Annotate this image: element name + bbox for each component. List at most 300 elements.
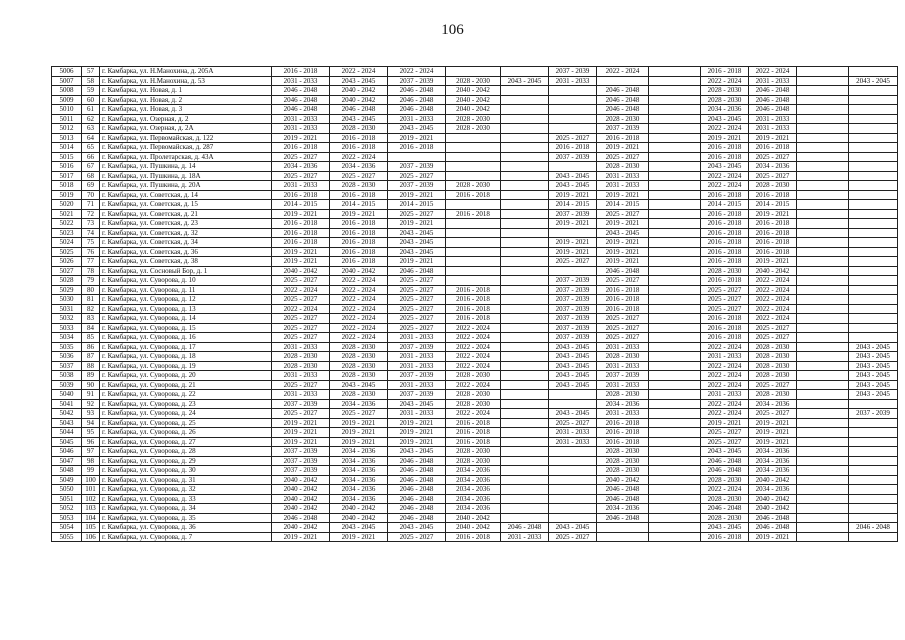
row-id-cell: 5032 — [52, 314, 82, 324]
period-cell: 2019 - 2021 — [330, 209, 388, 219]
period-cell: 2025 - 2027 — [749, 333, 797, 343]
period-cell — [849, 504, 898, 514]
period-cell — [797, 162, 849, 172]
period-cell — [649, 437, 701, 447]
period-cell: 2037 - 2039 — [272, 466, 330, 476]
period-cell: 2046 - 2048 — [597, 513, 649, 523]
period-cell: 2046 - 2048 — [388, 485, 446, 495]
period-cell — [649, 95, 701, 105]
period-cell — [549, 114, 597, 124]
period-cell — [501, 162, 549, 172]
period-cell: 2025 - 2027 — [388, 285, 446, 295]
period-cell: 2019 - 2021 — [549, 219, 597, 229]
period-cell: 2040 - 2042 — [749, 494, 797, 504]
row-id-cell: 5047 — [52, 456, 82, 466]
period-cell: 2025 - 2027 — [388, 323, 446, 333]
period-cell: 2025 - 2027 — [388, 209, 446, 219]
period-cell: 2031 - 2033 — [272, 124, 330, 134]
period-cell: 2034 - 2036 — [446, 475, 501, 485]
period-cell: 2046 - 2048 — [597, 86, 649, 96]
period-cell: 2043 - 2045 — [388, 124, 446, 134]
period-cell: 2046 - 2048 — [749, 105, 797, 115]
row-id-cell: 5038 — [52, 371, 82, 381]
period-cell — [649, 361, 701, 371]
period-cell: 2040 - 2042 — [272, 504, 330, 514]
period-cell: 2037 - 2039 — [549, 67, 597, 77]
period-cell — [501, 152, 549, 162]
period-cell — [849, 200, 898, 210]
period-cell: 2034 - 2036 — [446, 485, 501, 495]
period-cell — [501, 133, 549, 143]
row-id-cell: 5053 — [52, 513, 82, 523]
row-id-cell: 5044 — [52, 428, 82, 438]
period-cell — [797, 409, 849, 419]
row-number-cell: 75 — [82, 238, 100, 248]
period-cell — [849, 456, 898, 466]
row-id-cell: 5014 — [52, 143, 82, 153]
period-cell: 2016 - 2018 — [330, 238, 388, 248]
period-cell — [649, 352, 701, 362]
period-cell — [501, 399, 549, 409]
table-row — [52, 86, 898, 96]
period-cell — [649, 409, 701, 419]
period-cell — [849, 466, 898, 476]
period-cell — [797, 352, 849, 362]
period-cell — [849, 67, 898, 77]
period-cell: 2031 - 2033 — [272, 114, 330, 124]
period-cell — [501, 247, 549, 257]
address-cell: г. Камбарка, ул. Новая, д. 1 — [100, 86, 272, 96]
period-cell: 2040 - 2042 — [446, 513, 501, 523]
period-cell — [849, 257, 898, 267]
period-cell: 2025 - 2027 — [272, 152, 330, 162]
period-cell: 2046 - 2048 — [388, 266, 446, 276]
period-cell — [649, 485, 701, 495]
address-cell: г. Камбарка, ул. Первомайская, д. 122 — [100, 133, 272, 143]
period-cell — [849, 418, 898, 428]
row-id-cell: 5033 — [52, 323, 82, 333]
period-cell: 2043 - 2045 — [701, 523, 749, 533]
address-cell: г. Камбарка, ул. Озерная, д. 2 — [100, 114, 272, 124]
row-number-cell: 89 — [82, 371, 100, 381]
period-cell: 2037 - 2039 — [388, 76, 446, 86]
period-cell: 2025 - 2027 — [272, 171, 330, 181]
period-cell: 2028 - 2030 — [330, 371, 388, 381]
period-cell: 2014 - 2015 — [749, 200, 797, 210]
period-cell — [501, 190, 549, 200]
period-cell — [849, 162, 898, 172]
period-cell: 2025 - 2027 — [388, 532, 446, 542]
row-id-cell: 5045 — [52, 437, 82, 447]
address-cell: г. Камбарка, ул. Суворова, д. 24 — [100, 409, 272, 419]
table-row — [52, 409, 898, 419]
period-cell: 2031 - 2033 — [597, 361, 649, 371]
period-cell: 2019 - 2021 — [388, 219, 446, 229]
period-cell: 2034 - 2036 — [597, 504, 649, 514]
table-row — [52, 447, 898, 457]
period-cell: 2016 - 2018 — [749, 143, 797, 153]
table-row — [52, 247, 898, 257]
period-cell — [797, 238, 849, 248]
period-cell — [549, 504, 597, 514]
period-cell: 2016 - 2018 — [330, 133, 388, 143]
row-id-cell: 5048 — [52, 466, 82, 476]
period-cell: 2043 - 2045 — [330, 523, 388, 533]
period-cell — [797, 219, 849, 229]
period-cell: 2025 - 2027 — [388, 314, 446, 324]
row-number-cell: 66 — [82, 152, 100, 162]
period-cell — [797, 86, 849, 96]
period-cell: 2034 - 2036 — [749, 466, 797, 476]
period-cell — [649, 323, 701, 333]
period-cell: 2022 - 2024 — [446, 323, 501, 333]
period-cell: 2043 - 2045 — [388, 399, 446, 409]
period-cell — [797, 171, 849, 181]
period-cell: 2046 - 2048 — [749, 86, 797, 96]
period-cell: 2043 - 2045 — [701, 114, 749, 124]
row-id-cell: 5043 — [52, 418, 82, 428]
period-cell — [549, 228, 597, 238]
period-cell: 2043 - 2045 — [849, 380, 898, 390]
period-cell: 2037 - 2039 — [549, 333, 597, 343]
row-number-cell: 102 — [82, 494, 100, 504]
table-row — [52, 285, 898, 295]
period-cell: 2022 - 2024 — [330, 295, 388, 305]
row-id-cell: 5028 — [52, 276, 82, 286]
period-cell: 2022 - 2024 — [446, 333, 501, 343]
row-number-cell: 97 — [82, 447, 100, 457]
period-cell — [849, 143, 898, 153]
row-id-cell: 5024 — [52, 238, 82, 248]
period-cell: 2043 - 2045 — [549, 371, 597, 381]
table-row — [52, 314, 898, 324]
period-cell — [797, 285, 849, 295]
period-cell: 2016 - 2018 — [549, 143, 597, 153]
period-cell: 2043 - 2045 — [849, 352, 898, 362]
period-cell: 2016 - 2018 — [597, 418, 649, 428]
period-cell: 2025 - 2027 — [388, 295, 446, 305]
period-cell: 2014 - 2015 — [330, 200, 388, 210]
period-cell: 2040 - 2042 — [446, 105, 501, 115]
table-row — [52, 466, 898, 476]
period-cell — [501, 390, 549, 400]
row-number-cell: 68 — [82, 171, 100, 181]
table-row — [52, 143, 898, 153]
period-cell — [597, 76, 649, 86]
period-cell — [849, 485, 898, 495]
period-cell: 2040 - 2042 — [330, 86, 388, 96]
row-number-cell: 104 — [82, 513, 100, 523]
address-cell: г. Камбарка, ул. Советская, д. 34 — [100, 238, 272, 248]
address-cell: г. Камбарка, ул. Суворова, д. 12 — [100, 295, 272, 305]
period-cell: 2016 - 2018 — [446, 209, 501, 219]
period-cell — [649, 399, 701, 409]
period-cell — [797, 532, 849, 542]
row-number-cell: 58 — [82, 76, 100, 86]
period-cell — [797, 494, 849, 504]
row-number-cell: 95 — [82, 428, 100, 438]
period-cell: 2022 - 2024 — [749, 285, 797, 295]
row-number-cell: 65 — [82, 143, 100, 153]
table-row — [52, 209, 898, 219]
period-cell: 2028 - 2030 — [701, 494, 749, 504]
period-cell — [797, 124, 849, 134]
period-cell: 2046 - 2048 — [701, 504, 749, 514]
period-cell: 2031 - 2033 — [597, 342, 649, 352]
row-id-cell: 5041 — [52, 399, 82, 409]
period-cell: 2014 - 2015 — [272, 200, 330, 210]
period-cell: 2040 - 2042 — [272, 494, 330, 504]
period-cell: 2016 - 2018 — [701, 323, 749, 333]
period-cell — [501, 485, 549, 495]
period-cell — [849, 266, 898, 276]
period-cell: 2022 - 2024 — [597, 67, 649, 77]
address-cell: г. Камбарка, ул. Суворова, д. 26 — [100, 428, 272, 438]
period-cell: 2031 - 2033 — [597, 181, 649, 191]
period-cell: 2037 - 2039 — [388, 162, 446, 172]
period-cell: 2025 - 2027 — [272, 323, 330, 333]
period-cell — [849, 95, 898, 105]
table-row — [52, 67, 898, 77]
period-cell — [501, 456, 549, 466]
row-id-cell: 5022 — [52, 219, 82, 229]
period-cell: 2019 - 2021 — [749, 428, 797, 438]
period-cell: 2019 - 2021 — [749, 209, 797, 219]
period-cell: 2019 - 2021 — [749, 437, 797, 447]
row-id-cell: 5007 — [52, 76, 82, 86]
period-cell: 2031 - 2033 — [272, 76, 330, 86]
row-number-cell: 106 — [82, 532, 100, 542]
period-cell — [649, 333, 701, 343]
address-cell: г. Камбарка, ул. Суворова, д. 34 — [100, 504, 272, 514]
period-cell: 2025 - 2027 — [272, 380, 330, 390]
period-cell: 2016 - 2018 — [597, 133, 649, 143]
period-cell: 2028 - 2030 — [446, 124, 501, 134]
period-cell — [797, 466, 849, 476]
row-id-cell: 5021 — [52, 209, 82, 219]
period-cell — [797, 200, 849, 210]
period-cell: 2043 - 2045 — [330, 380, 388, 390]
period-cell: 2043 - 2045 — [849, 342, 898, 352]
row-number-cell: 88 — [82, 361, 100, 371]
period-cell: 2016 - 2018 — [701, 143, 749, 153]
row-number-cell: 98 — [82, 456, 100, 466]
period-cell: 2025 - 2027 — [701, 295, 749, 305]
period-cell — [501, 67, 549, 77]
period-cell — [446, 133, 501, 143]
period-cell: 2046 - 2048 — [701, 466, 749, 476]
table-row — [52, 485, 898, 495]
period-cell — [446, 162, 501, 172]
period-cell: 2019 - 2021 — [272, 418, 330, 428]
period-cell: 2028 - 2030 — [749, 361, 797, 371]
period-cell: 2037 - 2039 — [388, 342, 446, 352]
period-cell: 2040 - 2042 — [446, 86, 501, 96]
period-cell: 2019 - 2021 — [388, 418, 446, 428]
row-number-cell: 100 — [82, 475, 100, 485]
period-cell: 2046 - 2048 — [272, 513, 330, 523]
period-cell — [649, 238, 701, 248]
period-cell: 2016 - 2018 — [446, 418, 501, 428]
period-cell: 2028 - 2030 — [446, 76, 501, 86]
address-cell: г. Камбарка, ул. Суворова, д. 20 — [100, 371, 272, 381]
period-cell — [649, 219, 701, 229]
row-number-cell: 105 — [82, 523, 100, 533]
period-cell: 2043 - 2045 — [549, 181, 597, 191]
table-row — [52, 371, 898, 381]
period-cell: 2034 - 2036 — [701, 105, 749, 115]
period-cell: 2028 - 2030 — [272, 352, 330, 362]
period-cell — [549, 124, 597, 134]
address-cell: г. Камбарка, ул. Суворова, д. 18 — [100, 352, 272, 362]
period-cell: 2022 - 2024 — [446, 361, 501, 371]
table-row — [52, 323, 898, 333]
period-cell — [797, 399, 849, 409]
table-row — [52, 219, 898, 229]
period-cell: 2025 - 2027 — [330, 171, 388, 181]
period-cell: 2019 - 2021 — [272, 428, 330, 438]
row-number-cell: 94 — [82, 418, 100, 428]
period-cell: 2031 - 2033 — [388, 380, 446, 390]
period-cell: 2019 - 2021 — [597, 190, 649, 200]
period-cell — [797, 76, 849, 86]
period-cell: 2022 - 2024 — [446, 352, 501, 362]
period-cell — [849, 228, 898, 238]
period-cell: 2031 - 2033 — [701, 352, 749, 362]
period-cell: 2016 - 2018 — [272, 228, 330, 238]
period-cell: 2016 - 2018 — [701, 152, 749, 162]
period-cell — [797, 475, 849, 485]
period-cell — [797, 361, 849, 371]
table-row — [52, 133, 898, 143]
period-cell: 2016 - 2018 — [446, 190, 501, 200]
period-cell: 2046 - 2048 — [388, 475, 446, 485]
period-cell: 2046 - 2048 — [749, 95, 797, 105]
period-cell: 2016 - 2018 — [330, 247, 388, 257]
period-cell: 2019 - 2021 — [597, 257, 649, 267]
row-number-cell: 67 — [82, 162, 100, 172]
period-cell — [549, 162, 597, 172]
period-cell — [549, 86, 597, 96]
period-cell — [797, 105, 849, 115]
row-id-cell: 5011 — [52, 114, 82, 124]
period-cell: 2040 - 2042 — [330, 513, 388, 523]
table-row — [52, 428, 898, 438]
address-cell: г. Камбарка, ул. Суворова, д. 35 — [100, 513, 272, 523]
period-cell: 2019 - 2021 — [549, 238, 597, 248]
period-cell: 2046 - 2048 — [597, 266, 649, 276]
period-cell: 2019 - 2021 — [701, 418, 749, 428]
period-cell — [849, 437, 898, 447]
period-cell: 2046 - 2048 — [701, 456, 749, 466]
row-id-cell: 5039 — [52, 380, 82, 390]
row-number-cell: 87 — [82, 352, 100, 362]
period-cell: 2016 - 2018 — [701, 314, 749, 324]
table-row — [52, 532, 898, 542]
period-cell: 2025 - 2027 — [388, 171, 446, 181]
row-id-cell: 5051 — [52, 494, 82, 504]
period-cell: 2019 - 2021 — [597, 247, 649, 257]
period-cell — [501, 105, 549, 115]
table-row — [52, 266, 898, 276]
row-id-cell: 5008 — [52, 86, 82, 96]
period-cell: 2022 - 2024 — [749, 276, 797, 286]
row-number-cell: 101 — [82, 485, 100, 495]
address-cell: г. Камбарка, ул. Сосновый Бор, д. 1 — [100, 266, 272, 276]
table-row — [52, 333, 898, 343]
period-cell: 2019 - 2021 — [388, 190, 446, 200]
address-cell: г. Камбарка, ул. Суворова, д. 16 — [100, 333, 272, 343]
period-cell: 2028 - 2030 — [597, 466, 649, 476]
period-cell: 2016 - 2018 — [330, 257, 388, 267]
address-cell: г. Камбарка, ул. Пушкина, д. 14 — [100, 162, 272, 172]
period-cell: 2046 - 2048 — [388, 86, 446, 96]
period-cell — [649, 380, 701, 390]
period-cell — [501, 95, 549, 105]
period-cell — [797, 437, 849, 447]
period-cell — [501, 361, 549, 371]
period-cell — [797, 371, 849, 381]
period-cell — [849, 513, 898, 523]
period-cell: 2025 - 2027 — [549, 133, 597, 143]
address-cell: г. Камбарка, ул. Советская, д. 14 — [100, 190, 272, 200]
period-cell — [501, 219, 549, 229]
period-cell — [446, 67, 501, 77]
address-cell: г. Камбарка, ул. Суворова, д. 17 — [100, 342, 272, 352]
period-cell: 2022 - 2024 — [330, 304, 388, 314]
period-cell: 2040 - 2042 — [749, 504, 797, 514]
period-cell: 2019 - 2021 — [597, 238, 649, 248]
row-number-cell: 92 — [82, 399, 100, 409]
period-cell: 2040 - 2042 — [330, 95, 388, 105]
period-cell: 2031 - 2033 — [388, 361, 446, 371]
period-cell — [501, 304, 549, 314]
period-cell: 2028 - 2030 — [749, 390, 797, 400]
row-id-cell: 5026 — [52, 257, 82, 267]
period-cell: 2043 - 2045 — [549, 342, 597, 352]
period-cell: 2043 - 2045 — [849, 371, 898, 381]
period-cell: 2019 - 2021 — [388, 428, 446, 438]
period-cell — [549, 266, 597, 276]
period-cell: 2019 - 2021 — [330, 418, 388, 428]
address-cell: г. Камбарка, ул. Суворова, д. 30 — [100, 466, 272, 476]
row-id-cell: 5036 — [52, 352, 82, 362]
address-cell: г. Камбарка, ул. Советская, д. 36 — [100, 247, 272, 257]
period-cell — [649, 285, 701, 295]
period-cell: 2019 - 2021 — [330, 428, 388, 438]
period-cell — [797, 143, 849, 153]
period-cell — [849, 238, 898, 248]
period-cell — [849, 114, 898, 124]
period-cell: 2022 - 2024 — [330, 285, 388, 295]
period-cell: 2016 - 2018 — [446, 304, 501, 314]
row-number-cell: 93 — [82, 409, 100, 419]
period-cell: 2022 - 2024 — [330, 152, 388, 162]
period-cell: 2037 - 2039 — [549, 295, 597, 305]
period-cell: 2034 - 2036 — [330, 485, 388, 495]
address-cell: г. Камбарка, ул. Пушкина, д. 18А — [100, 171, 272, 181]
period-cell: 2046 - 2048 — [388, 456, 446, 466]
period-cell — [797, 133, 849, 143]
period-cell: 2016 - 2018 — [446, 428, 501, 438]
period-cell: 2043 - 2045 — [388, 523, 446, 533]
period-cell: 2016 - 2018 — [701, 247, 749, 257]
period-cell: 2028 - 2030 — [597, 456, 649, 466]
address-cell: г. Камбарка, ул. Пролетарская, д. 43А — [100, 152, 272, 162]
period-cell — [797, 333, 849, 343]
table-body — [52, 67, 898, 542]
period-cell — [649, 162, 701, 172]
